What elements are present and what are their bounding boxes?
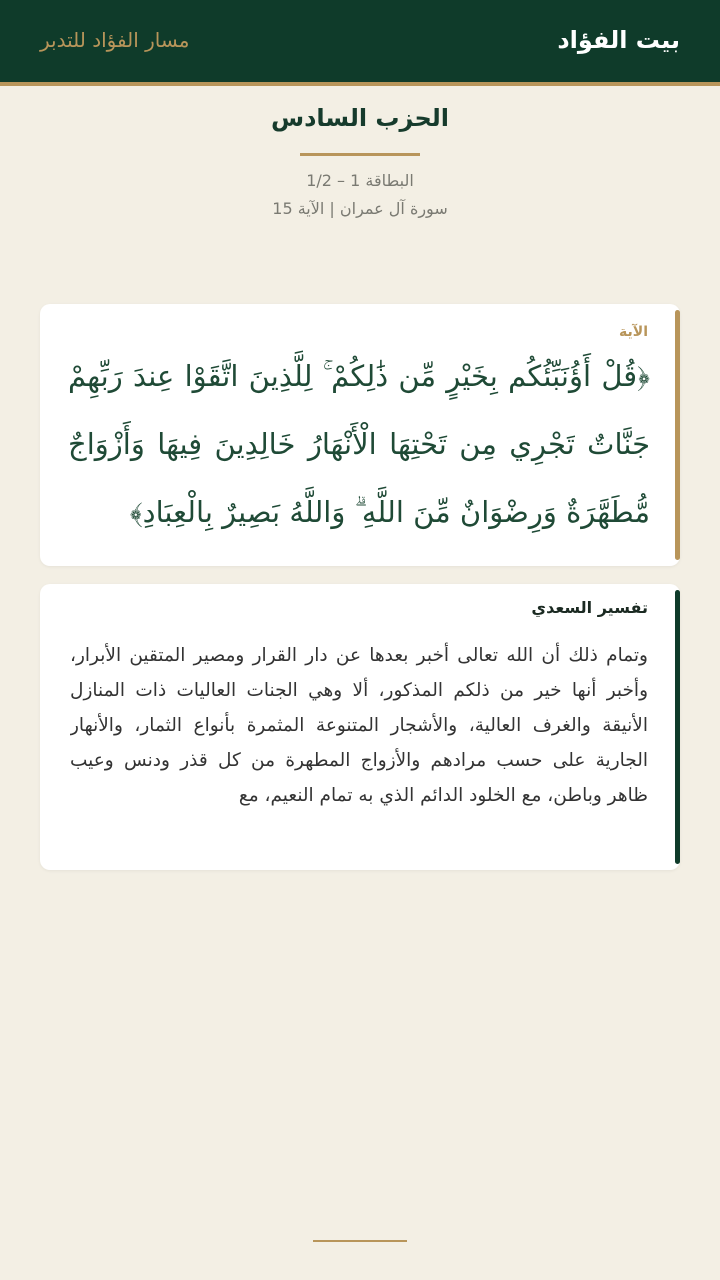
card-counter: البطاقة 1 – 1/2 <box>306 171 414 190</box>
top-app-bar <box>0 0 720 86</box>
bottom-handle[interactable] <box>313 1240 407 1242</box>
page-title: الحزب السادس <box>270 104 450 132</box>
surah-reference: سورة آل عمران | الآية 15 <box>272 199 448 218</box>
title-divider <box>300 153 420 156</box>
ayah-card <box>40 304 680 566</box>
tafsir-text[interactable]: وتمام ذلك أن الله تعالى أخبر بعدها عن دار القرار ومصير المتقين الأبرار، وأخبر أنها خير من ذلكم المذكور، ألا وهي الجنات العاليات ذات المنازل الأنيقة والغرف العالية، والأشجار المتنوعة المثمرة بأنواع الثمار، والأنهار الجارية على حسب مرادهم والأزواج المطهرة من كل قذر ودنس وعيب ظاهر وباطن، مع الخلود الدائم الذي به تمام النعيم، مع <box>70 645 648 806</box>
tafsir-card[interactable] <box>40 584 680 870</box>
tadabbur-path-link[interactable]: مسار الفؤاد للتدبر <box>40 28 190 52</box>
ayah-label: الآية <box>619 324 648 340</box>
tafsir-label: تفسير السعدي <box>531 598 648 617</box>
ayah-text: ﴿قُلْ أَؤُنَبِّئُكُم بِخَيْرٍ مِّن ذَٰلِكُمْ ۚ لِلَّذِينَ اتَّقَوْا عِندَ رَبِّهِمْ جَنَّاتٌ تَجْرِي مِن تَحْتِهَا الْأَنْهَارُ خَالِدِينَ فِيهَا وَأَزْوَاجٌ مُّطَهَّرَةٌ وَرِضْوَانٌ مِّنَ اللَّهِ ۗ وَاللَّهُ بَصِيرٌ بِالْعِبَادِ﴾ <box>68 359 650 529</box>
ayah-accent-bar <box>675 310 680 560</box>
tafsir-accent-bar <box>675 590 680 864</box>
app-title: بيت الفؤاد <box>557 26 680 54</box>
